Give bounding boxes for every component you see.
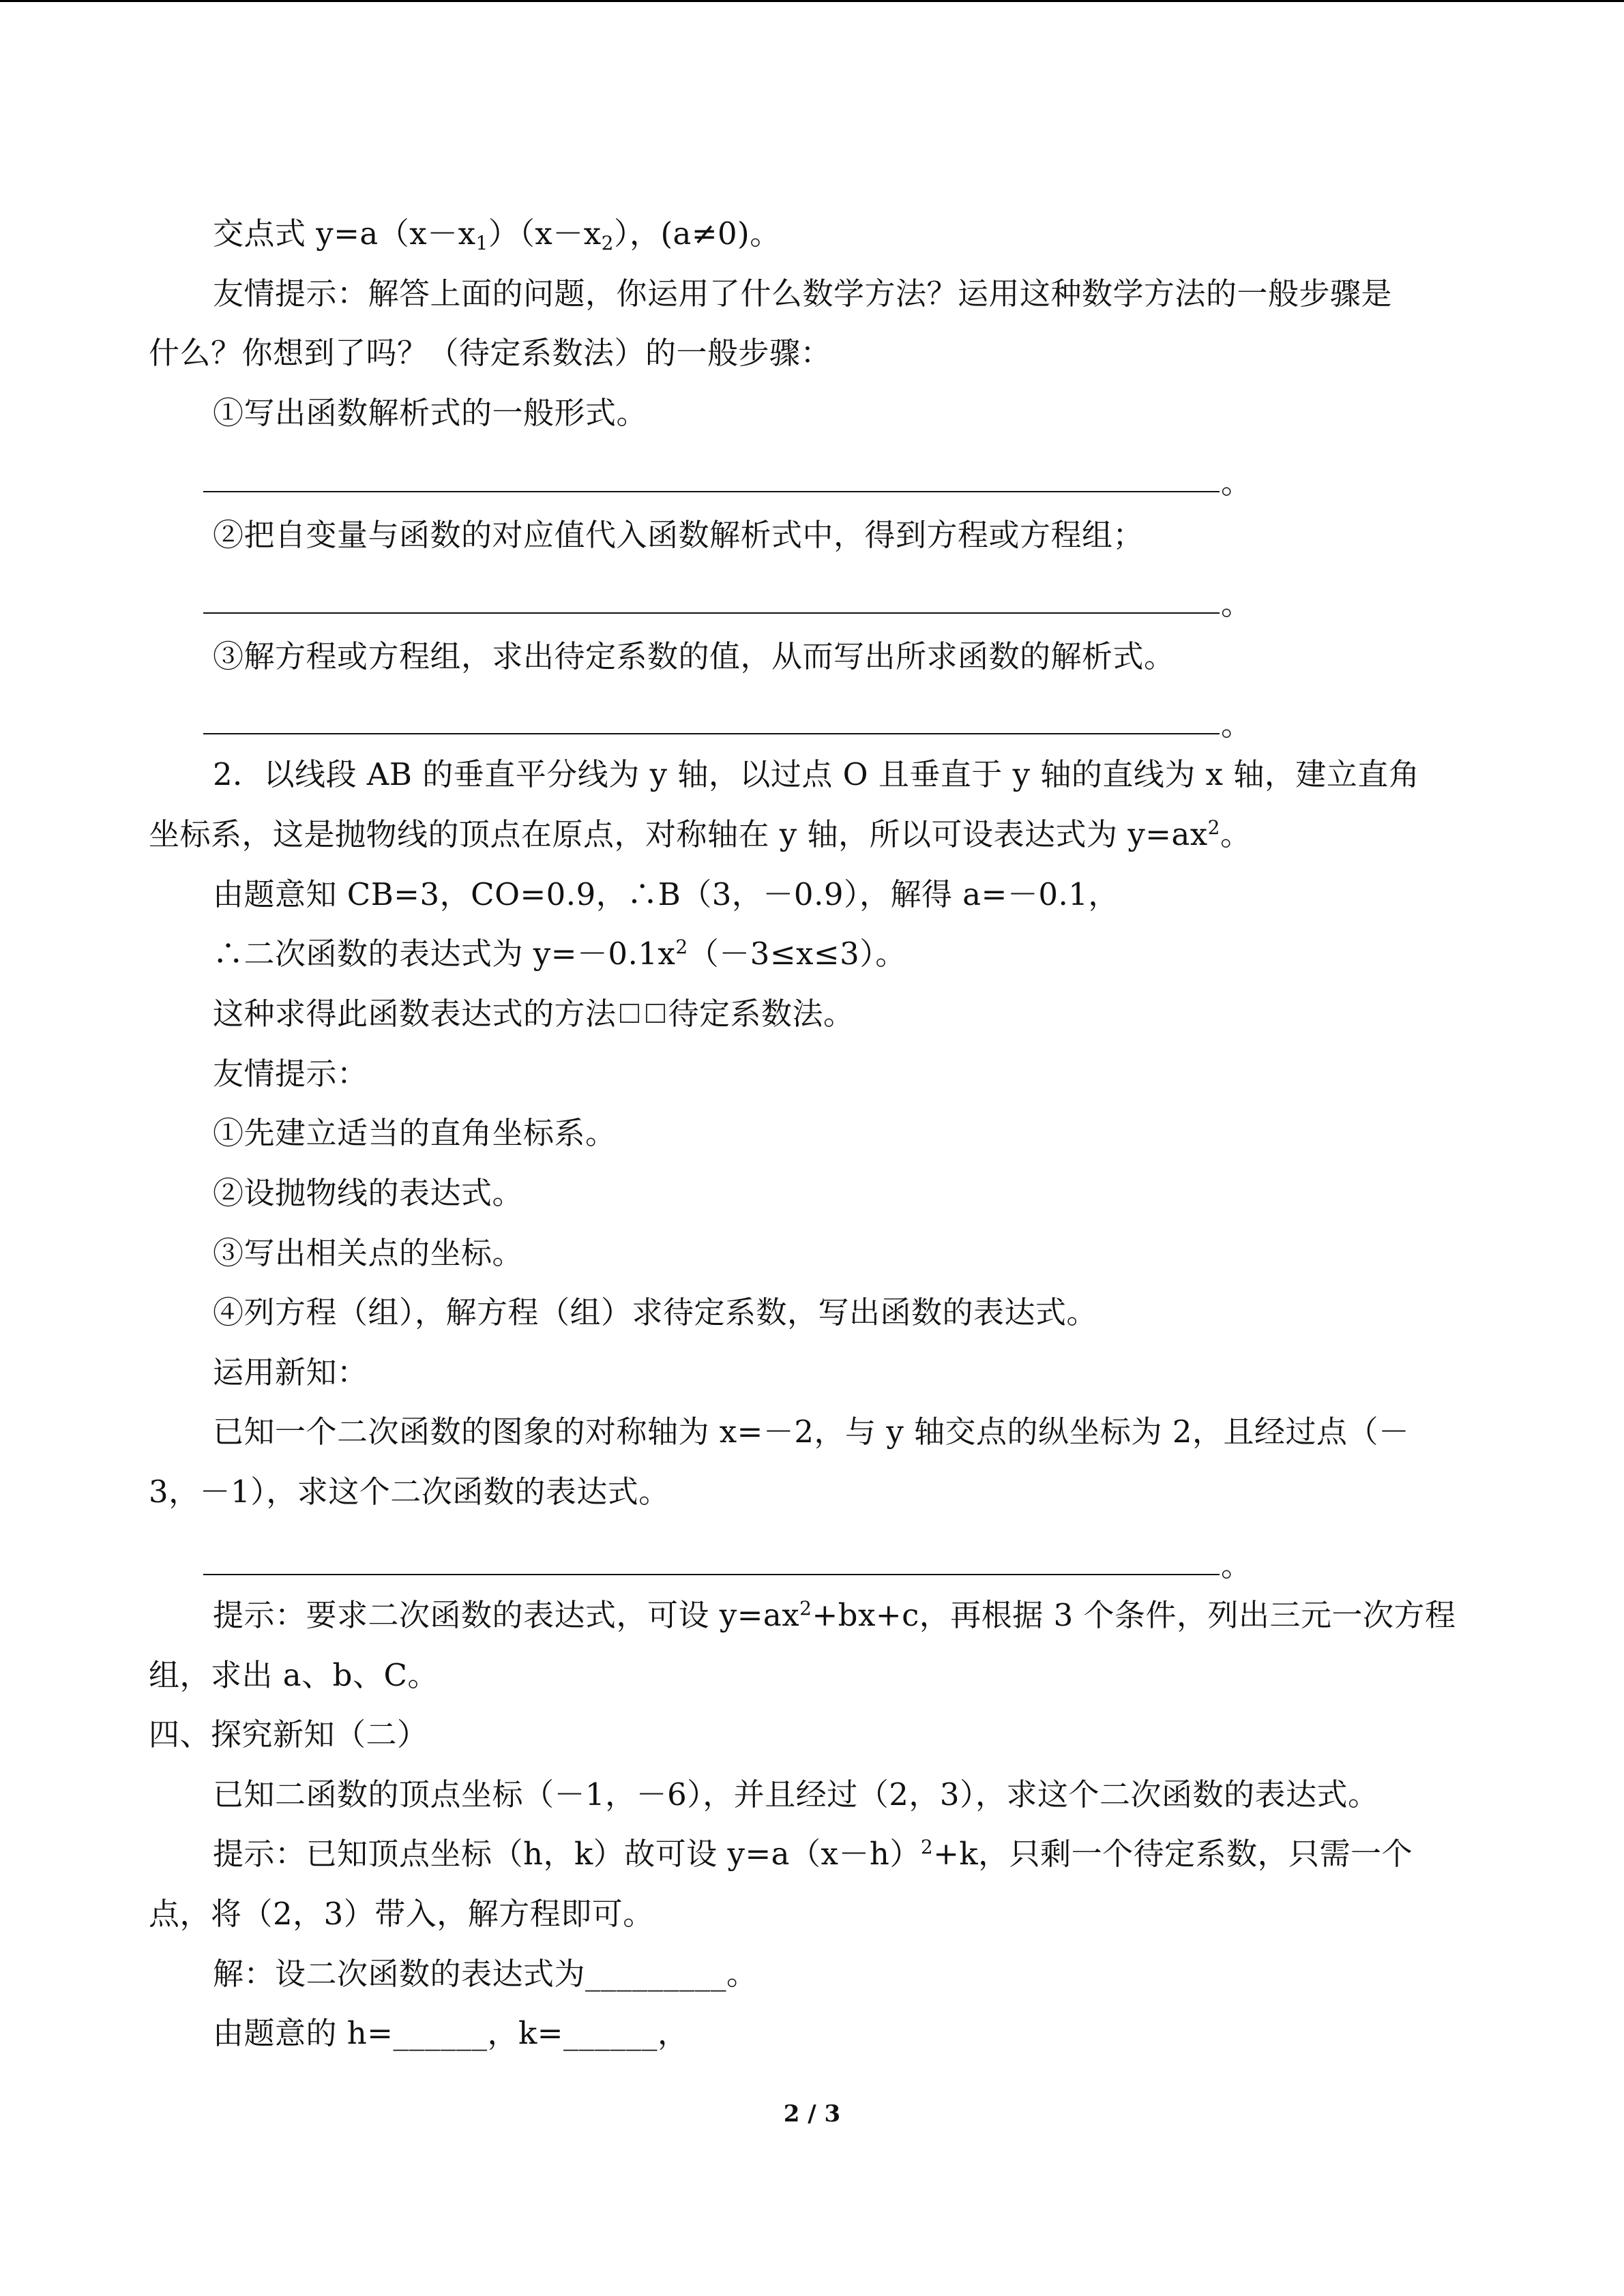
hint-step-3: ③写出相关点的坐标。: [213, 1235, 524, 1271]
step-2: ②把自变量与函数的对应值代入函数解析式中，得到方程或方程组；: [213, 517, 1145, 553]
top-border: [0, 0, 1624, 2]
problem-line-2: 3，－1），求这个二次函数的表达式。: [149, 1474, 670, 1510]
answer-blank-4[interactable]: [203, 1574, 1220, 1575]
hint-paragraph-line-2: 什么？你想到了吗？（待定系数法）的一般步骤：: [149, 335, 832, 371]
blank-end-mark: 。: [1221, 464, 1252, 501]
item-2-line-1: 2．以线段 AB 的垂直平分线为 y 轴，以过点 O 且垂直于 y 轴的直线为 x 轴，建立直角: [213, 756, 1420, 792]
hint-step-4: ④列方程（组），解方程（组）求待定系数，写出函数的表达式。: [213, 1294, 1098, 1330]
h-blank[interactable]: ______: [393, 2015, 488, 2051]
hint-paragraph-line-1: 友情提示：解答上面的问题，你运用了什么数学方法？运用这种数学方法的一般步骤是: [213, 275, 1393, 312]
item-2-line-2: 坐标系，这是抛物线的顶点在原点，对称轴在 y 轴，所以可设表达式为 $y=ax^2$。: [149, 816, 1252, 852]
hint-step-2: ②设抛物线的表达式。: [213, 1175, 524, 1211]
hint-heading: 友情提示：: [213, 1056, 368, 1092]
tip-2-line-1: 提示：已知顶点坐标（h，k）故可设 $y=a(x-h)^2+k$，只剩一个待定系数，只需一个: [213, 1836, 1413, 1872]
placeholder-box-icon: [646, 1004, 665, 1023]
hint-step-1: ①先建立适当的直角坐标系。: [213, 1115, 617, 1151]
apply-heading: 运用新知：: [213, 1354, 368, 1390]
step-1: ①写出函数解析式的一般形式。: [213, 395, 648, 431]
placeholder-box-icon: [620, 1004, 639, 1023]
blank-end-mark: 。: [1221, 586, 1252, 622]
vertex-values-line: 由题意的 h=______，k=______，: [213, 2015, 689, 2051]
problem-line-1: 已知一个二次函数的图象的对称轴为 x=－2，与 y 轴交点的纵坐标为 2，且经过点（－: [213, 1414, 1410, 1450]
answer-blank-2[interactable]: [203, 612, 1220, 614]
solution-line-2: ∴二次函数的表达式为 $y=-0.1x^2(-3\le x\le 3)$。: [213, 936, 906, 972]
solution-line-1: 由题意知 CB=3，CO=0.9，∴B（3，－0.9），解得 a=－0.1，: [213, 876, 1119, 912]
step-3: ③解方程或方程组，求出待定系数的值，从而写出所求函数的解析式。: [213, 638, 1175, 674]
method-line: 这种求得此函数表达式的方法 待定系数法。: [213, 996, 855, 1032]
expression-blank[interactable]: _________: [585, 1956, 727, 1992]
tip-2-line-2: 点，将（2，3）带入，解方程即可。: [149, 1896, 654, 1932]
k-blank[interactable]: ______: [563, 2015, 658, 2051]
section-heading: 四、探究新知（二）: [149, 1716, 428, 1753]
tip-line-2: 组，求出 a、b、C。: [149, 1657, 439, 1693]
answer-blank-3[interactable]: [203, 733, 1220, 734]
blank-end-mark: 。: [1221, 706, 1252, 743]
page-number: 2 / 3: [783, 2100, 841, 2128]
blank-end-mark: 。: [1221, 1547, 1252, 1583]
solution-setup-line: 解：设二次函数的表达式为_________。: [213, 1956, 758, 1992]
answer-blank-1[interactable]: [203, 491, 1220, 492]
tip-line-1: 提示：要求二次函数的表达式，可设 $y=ax^2+bx+c$，再根据 3 个条件，列出三元一次方程: [213, 1597, 1456, 1633]
intersection-form-line: 交点式 $y=a(x-x_1)(x-x_2)$，(a≠0)。: [213, 215, 781, 254]
problem-2-line: 已知二函数的顶点坐标（－1，－6），并且经过（2，3），求这个二次函数的表达式。: [213, 1776, 1379, 1813]
